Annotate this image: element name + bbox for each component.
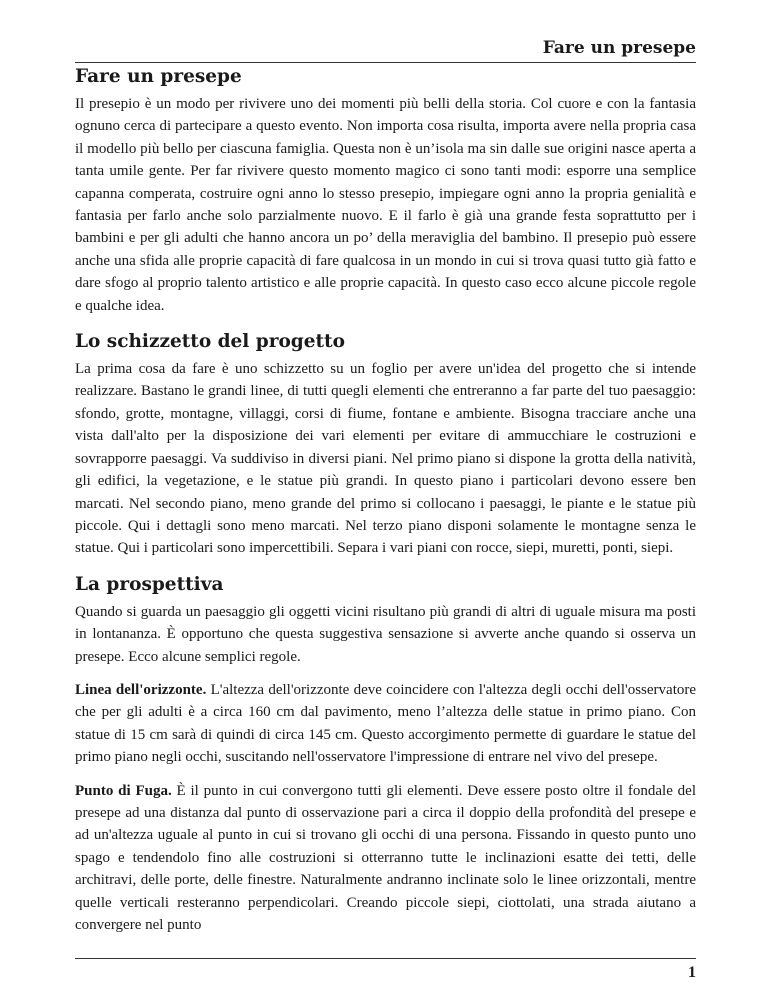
section-heading: Fare un presepe — [75, 66, 242, 87]
definition-text: È il punto in cui convergono tutti gli elementi. Deve essere posto oltre il fondale del presepe ad una distanza dal punto di osservazione pari a circa il doppio della profondità del presepe e ad un'altezza uguale al punto in cui si trovano gli occhi di una persona. Fissando in questo punto uno spago e tendendolo fino alle costruzioni si otterranno tutte le inclinazioni esatte dei tetti, delle architravi, delle porte, delle finestre. Naturalmente andranno inclinate solo le linee orizzontali, mentre quelle verticali resteranno perpendicolari. Creando piccole siepi, ciottolati, una strada aiutano a convergere nel punto — [75, 782, 696, 933]
definition-text: L'altezza dell'orizzonte deve coincidere con l'altezza degli occhi dell'osservatore che per gli adulti è a circa 160 cm dal pavimento, meno l’altezza delle statue in primo piano. Con statue di 15 cm sarà di quindi di circa 145 cm. Questo accorgimento permette di guardare le statue del primo piano negli occhi, suscitando nell'osservatore l'impressione di entrare nel vivo del presepe. — [75, 681, 697, 766]
paragraph: Il presepio è un modo per rivivere uno dei momenti più belli della storia. Col cuore e con la fantasia ognuno cerca di partecipare a questo evento. Non importa cosa risulta, importa avere nella propria casa il modello più bello per ciascuna famiglia. Questa non è un’isola ma sin dalle sue origini nasce aperta a tanta umile gente. Per far rivivere questo momento magico ci sono tanti modi: esporre una semplice capanna comperata, costruire ogni anno lo stesso presepio, impiegare ogni anno la propria genialità e fantasia per farlo anche solo parzialmente nuovo. E il farlo è già una grande festa soprattutto per i bambini e per gli adulti che hanno ancora un po’ della meraviglia del bambino. Il presepio può essere anche una sfida alle proprie capacità di fare qualcosa in un mondo in cui si trova quasi tutto già fatto e dare sfogo al proprio talento artistico e alle proprie capacità. In questo caso ecco alcune piccole regole e qualche idea. — [75, 96, 696, 314]
paragraph: Quando si guarda un paesaggio gli oggetti vicini risultano più grandi di altri di uguale misura ma posti in lontananza. È opportuno che questa suggestiva sensazione si avverte anche quando si osserva un presepe. Ecco alcune semplici regole. — [75, 603, 696, 665]
running-header: Fare un presepe — [542, 38, 696, 58]
runin-label: Punto di Fuga. — [75, 782, 172, 799]
paragraph: La prima cosa da fare è uno schizzetto su un foglio per avere un'idea del progetto che si intende realizzare. Bastano le grandi linee, di tutti quegli elementi che entreranno a far parte del tuo paesaggio: sfondo, grotte, montagne, villaggi, corsi di fiume, fontane e ambiente. Bisogna tracciare anche una vista dall'alto per la disposizione dei vari elementi per evitare di ammucchiare le costruzioni e sovrapporre paesaggi. Va suddiviso in diversi piani. Nel primo piano si dispone la grotta della natività, gli edifici, la vegetazione, e le statue più grandi. In questo piano i particolari devono essere ben marcati. Nel secondo piano, meno grande del primo si collocano i paesaggi, le piante e le statue più piccole. Qui i dettagli sono meno marcati. Nel terzo piano disponi solamente le montagne senza le statue. Qui i particolari sono impercettibili. Separa i vari piani con rocce, siepi, muretti, ponti, siepi. — [75, 361, 696, 557]
section-heading: La prospettiva — [75, 573, 224, 595]
definition-paragraph — [75, 679, 696, 769]
header-divider — [75, 62, 696, 63]
section-heading: Lo schizzetto del progetto — [75, 331, 345, 353]
page-number: 1 — [688, 964, 696, 981]
definition-paragraph — [75, 780, 696, 937]
document-body — [75, 66, 696, 936]
footer-divider — [75, 958, 696, 959]
runin-label: Linea dell'orizzonte. — [75, 681, 207, 698]
